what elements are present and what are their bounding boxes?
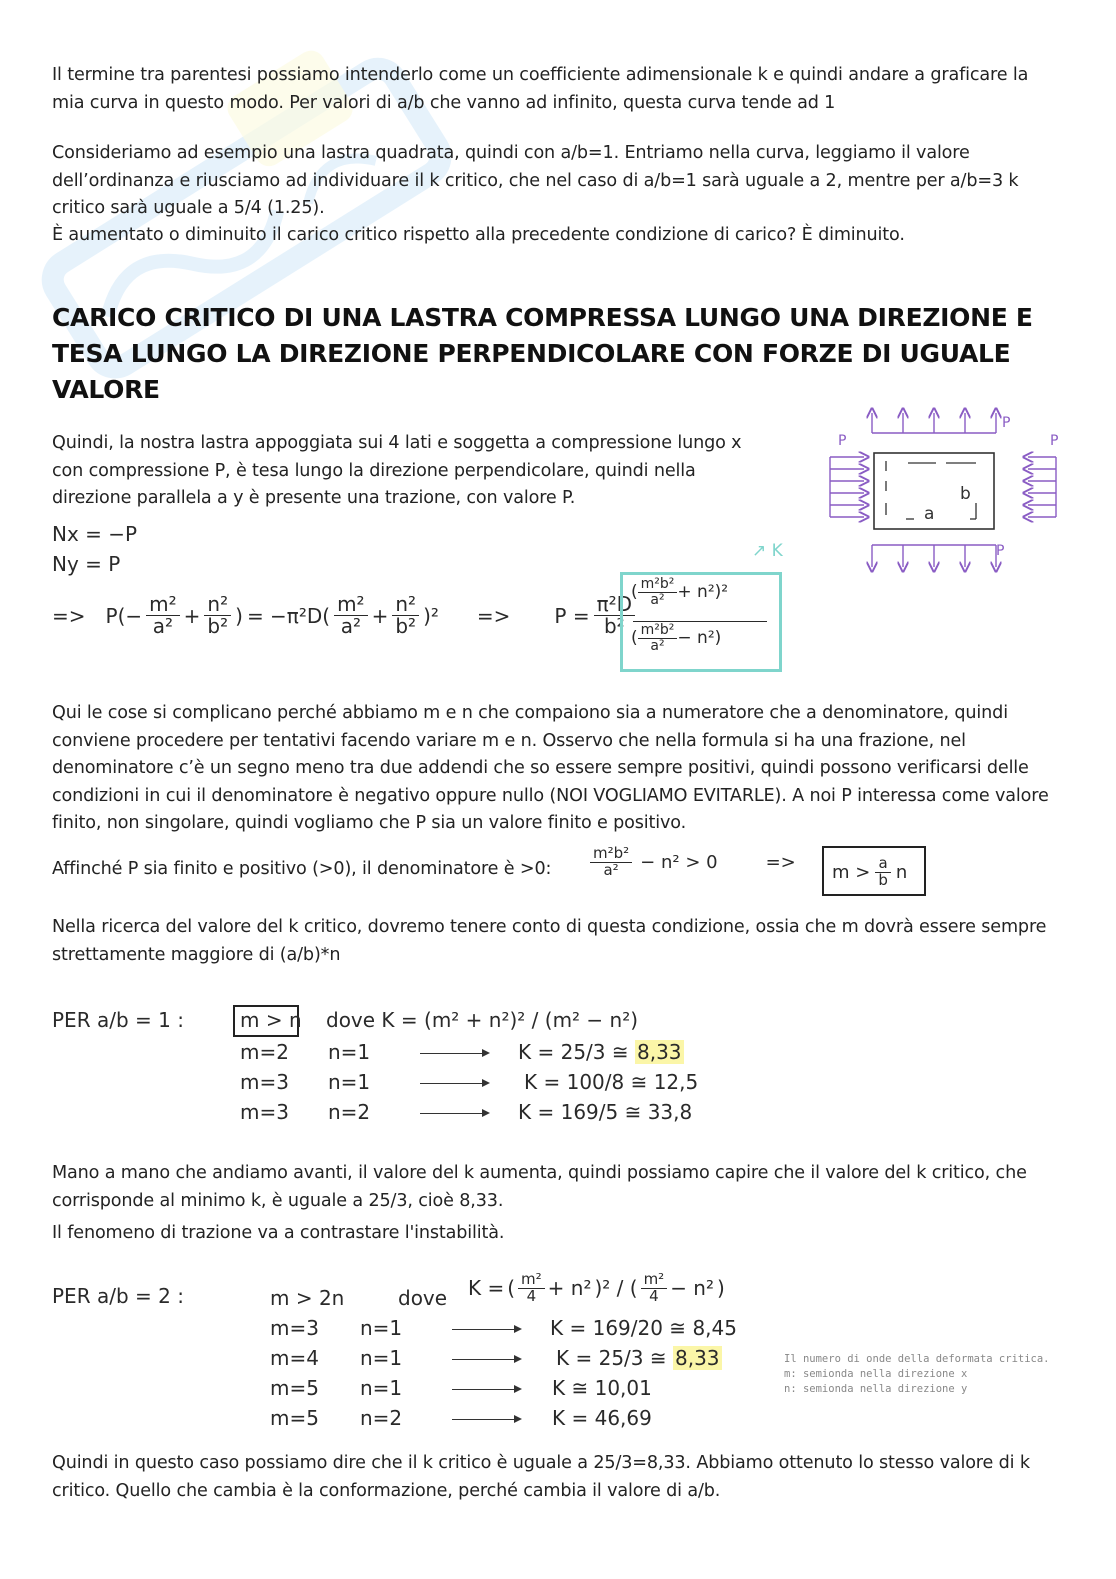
t1-row1-arrow <box>420 1053 488 1054</box>
t2-row4-arrow <box>452 1419 520 1420</box>
t2-row1-m: m=3 <box>270 1316 319 1340</box>
kb-a2: a² <box>650 591 665 608</box>
k-box <box>620 572 782 672</box>
t1-row2-kv: 12,5 <box>653 1070 699 1094</box>
kb-close: )² <box>714 582 729 603</box>
tension-arrows-top <box>872 413 996 433</box>
frac-den-b2: b² <box>207 614 229 638</box>
t2-row2-m: m=4 <box>270 1346 319 1370</box>
cond-result-m: m > <box>832 861 871 883</box>
compression-arrows-left <box>830 457 864 517</box>
t1-row3-kexpr: K = 169/5 ≅ <box>518 1100 642 1124</box>
table1-condition-box <box>233 1005 302 1037</box>
t1-row1-kexpr: K = 25/3 ≅ <box>518 1040 629 1064</box>
table1-title: PER a/b = 1 : <box>52 1008 184 1032</box>
frac-m2-a2 <box>146 594 180 637</box>
t1-row3-kv: 33,8 <box>647 1100 693 1124</box>
paragraph-complication: Qui le cose si complicano perché abbiamo m e n che compaiono sia a numeratore che a denominatore, quindi conviene procedere per tentativi facendo variare m e n. Osservo che nella formula si ha una frazione, nel denominatore c’è un segno meno tra due addendi che so essere sempre positivi, quindi possono verificarsi delle condizioni in cui il denominatore è negativo oppure nullo (NOI VOGLIAMO EVITARLE). A noi P interessa come valore finito, non singolare, quindi vogliamo che P sia un valore finito e positivo. <box>52 703 1049 833</box>
t1-row2-kexpr: K = 100/8 ≅ <box>524 1070 648 1094</box>
t2-row3-kexpr: K ≅ <box>552 1376 589 1400</box>
frac-n2-b2 <box>204 594 231 637</box>
paragraph-condition: Affinché P sia finito e positivo (>0), il denominatore è >0: <box>52 859 552 879</box>
table2-formula <box>468 1272 725 1305</box>
cond-rest: − n² > 0 <box>640 851 718 873</box>
paragraph-example: Consideriamo ad esempio una lastra quadrata, quindi con a/b=1. Entriamo nella curva, leggiamo il valore dell’ordinanza e riusciamo ad individuare il k critico, che nel caso di a/b=1 sarà uguale a 2, mentre per a/b=3 k critico sarà uguale a 5/4 (1.25). <box>52 143 1019 218</box>
label-b: b <box>960 484 971 504</box>
eq-implies: => <box>52 603 86 628</box>
note-line3: n: semionda nella direzione y <box>784 1383 968 1395</box>
k-box-denominator <box>631 623 721 653</box>
label-p-top: P <box>1002 415 1011 431</box>
eq-p-equals: P = <box>554 603 590 628</box>
label-p-right: P <box>1050 433 1059 449</box>
t2-row2-kexpr: K = 25/3 ≅ <box>556 1346 667 1370</box>
label-a: a <box>924 504 935 524</box>
frac-num-n2: n² <box>204 594 231 616</box>
t1-row2-arrow <box>420 1083 488 1084</box>
equation-main <box>52 594 635 637</box>
t2-row3-n: n=1 <box>360 1376 403 1400</box>
t2-row4-n: n=2 <box>360 1406 403 1430</box>
table1-condition: m > n <box>240 1008 302 1032</box>
t2f-k: K = <box>468 1276 505 1301</box>
cond-result-a: a <box>875 856 891 873</box>
kb-mid: + n² <box>677 582 715 603</box>
eq-plus-b: + <box>371 603 389 628</box>
t2f-m2-b: m² <box>641 1272 668 1289</box>
t2-row4-kv: 46,69 <box>594 1406 652 1430</box>
frac-den-b2-c: b² <box>603 614 625 638</box>
note-line1: Il numero di onde della deformata critica. <box>784 1353 1050 1365</box>
frac-den-b2-b: b² <box>395 614 417 638</box>
t2-row1-kv: 8,45 <box>692 1316 737 1340</box>
t2f-close: ) <box>717 1276 725 1301</box>
k-label: ↗ K <box>752 541 783 561</box>
t2-row2-n: n=1 <box>360 1346 403 1370</box>
eq-implies2: => <box>476 603 511 628</box>
cond-frac <box>590 846 632 879</box>
t2f-frac2 <box>641 1272 668 1305</box>
compression-arrows-right <box>1028 457 1056 517</box>
t2-row1-k <box>550 1316 737 1340</box>
t2-row4-k <box>552 1406 652 1430</box>
section-heading: CARICO CRITICO DI UNA LASTRA COMPRESSA LUNGO UNA DIREZIONE E TESA LUNGO LA DIREZIONE PERPENDICOLARE CON FORZE DI UGUALE VALORE <box>52 303 1033 404</box>
paragraph-search: Nella ricerca del valore del k critico, dovremo tenere conto di questa condizione, ossia che m dovrà essere sempre strettamente maggiore di (a/b)*n <box>52 917 1047 965</box>
frac-num-m2: m² <box>146 594 180 616</box>
eq-plus: + <box>183 603 201 628</box>
t1-row1-m: m=2 <box>240 1040 289 1064</box>
t1-row2-n: n=1 <box>328 1070 371 1094</box>
cond-result-n: n <box>895 861 908 883</box>
cond-result-frac <box>875 856 891 889</box>
t2-row4-kexpr: K = <box>552 1406 589 1430</box>
label-p-bottom: P <box>996 543 1005 559</box>
t2f-frac1 <box>518 1272 545 1305</box>
kb-open2: ( <box>631 628 638 649</box>
t2-row1-kexpr: K = 169/20 ≅ <box>550 1316 687 1340</box>
t1-row3-arrow <box>420 1113 488 1114</box>
cond-m2b2: m²b² <box>590 846 632 863</box>
kb-frac-den <box>638 623 678 653</box>
paragraph-result1: Mano a mano che andiamo avanti, il valore del k aumenta, quindi possiamo capire che il valore del k critico, che corrisponde al minimo k, è uguale a 25/3, cioè 8,33. <box>52 1163 1027 1211</box>
kb-den-mid: − n² <box>677 628 715 649</box>
t2-row3-k <box>552 1376 652 1400</box>
t1-row1-kv: 8,33 <box>636 1040 682 1064</box>
kb-open: ( <box>631 582 638 603</box>
t1-row3-m: m=3 <box>240 1100 289 1124</box>
t2f-open: ( <box>507 1276 516 1301</box>
t2-row4-m: m=5 <box>270 1406 319 1430</box>
condition-result-box <box>822 846 926 896</box>
kb-a2-2: a² <box>650 637 665 654</box>
t2-row1-n: n=1 <box>360 1316 403 1340</box>
paragraph-traction: Il fenomeno di trazione va a contrastare l'instabilità. <box>52 1223 505 1243</box>
frac-num-n2-b: n² <box>392 594 419 616</box>
cond-result <box>832 856 907 889</box>
t2-row2-kv: 8,33 <box>674 1346 720 1370</box>
t2-row3-m: m=5 <box>270 1376 319 1400</box>
t2f-4-b: 4 <box>649 1286 659 1305</box>
eq-ny: Ny = P <box>52 552 121 576</box>
condition-expression <box>590 846 796 879</box>
t1-row3-k <box>518 1100 692 1124</box>
note-line2: m: semionda nella direzione x <box>784 1368 968 1380</box>
paragraph-intro: Il termine tra parentesi possiamo intenderlo come un coefficiente adimensionale k e quindi andare a graficare la mia curva in questo modo. Per valori di a/b che vanno ad infinito, questa curva tende ad 1 <box>52 65 1029 113</box>
cond-result-b: b <box>878 870 888 889</box>
paragraph-plate-description: Quindi, la nostra lastra appoggiata sui 4 lati e soggetta a compressione lungo x con compressione P, è tesa lungo la direzione perpendicolare, quindi nella direzione parallela a y è presente una trazione, con valore P. <box>52 433 742 508</box>
eq-mid: = −π²D( <box>246 603 331 628</box>
eq-left-p: P(− <box>105 603 143 628</box>
k-label-text: K <box>771 541 783 561</box>
t1-row2-m: m=3 <box>240 1070 289 1094</box>
eq-end: )² <box>423 603 439 628</box>
paragraph-conclusion: Quindi in questo caso possiamo dire che il k critico è uguale a 25/3=8,33. Abbiamo ottenuto lo stesso valore di k critico. Quello che cambia è la conformazione, perché cambia il valore di a/b. <box>52 1453 1030 1501</box>
frac-num-pi2d: π²D <box>594 594 635 616</box>
t1-row1-k <box>518 1040 684 1064</box>
t2-row1-arrow <box>452 1329 520 1330</box>
frac-m2-a2-b <box>334 594 368 637</box>
cond-a2: a² <box>603 860 619 879</box>
eq-close: ) <box>235 603 243 628</box>
t1-row1-n: n=1 <box>328 1040 371 1064</box>
t2f-minus: − n² <box>670 1276 714 1301</box>
plate-diagram <box>820 405 1070 575</box>
cond-implies: => <box>765 851 796 873</box>
t2f-4: 4 <box>526 1286 537 1305</box>
table2-condition: m > 2n <box>270 1286 345 1310</box>
kb-den-close: ) <box>714 628 722 649</box>
tension-arrows-bottom <box>872 545 996 567</box>
frac-den-a2-b: a² <box>340 614 361 638</box>
eq-nx: Nx = −P <box>52 522 138 546</box>
t2-row2-k <box>556 1346 722 1370</box>
frac-den-a2: a² <box>152 614 174 638</box>
frac-num-m2-b: m² <box>334 594 368 616</box>
t2-row3-arrow <box>452 1389 520 1390</box>
t2-row2-arrow <box>452 1359 520 1360</box>
table1-formula: dove K = (m² + n²)² / (m² − n²) <box>326 1008 639 1032</box>
side-note <box>784 1352 1050 1397</box>
kb-m2b2: m²b² <box>638 577 678 593</box>
t2f-mid: )² / ( <box>594 1276 638 1301</box>
label-p-left: P <box>838 433 847 449</box>
frac-n2-b2-b <box>392 594 419 637</box>
t2f-m2: m² <box>518 1272 545 1289</box>
table2-title: PER a/b = 2 : <box>52 1284 184 1308</box>
t2-row3-kv: 10,01 <box>594 1376 652 1400</box>
kb-frac-num <box>638 577 678 607</box>
kb-m2b2-2: m²b² <box>638 623 678 639</box>
t1-row2-k <box>524 1070 698 1094</box>
table2-dove: dove <box>398 1286 448 1310</box>
t1-row3-n: n=2 <box>328 1100 371 1124</box>
k-box-numerator <box>631 577 728 607</box>
t2f-plus: + n² <box>547 1276 592 1301</box>
paragraph-question: È aumentato o diminuito il carico critico rispetto alla precedente condizione di carico? È diminuito. <box>52 225 905 245</box>
